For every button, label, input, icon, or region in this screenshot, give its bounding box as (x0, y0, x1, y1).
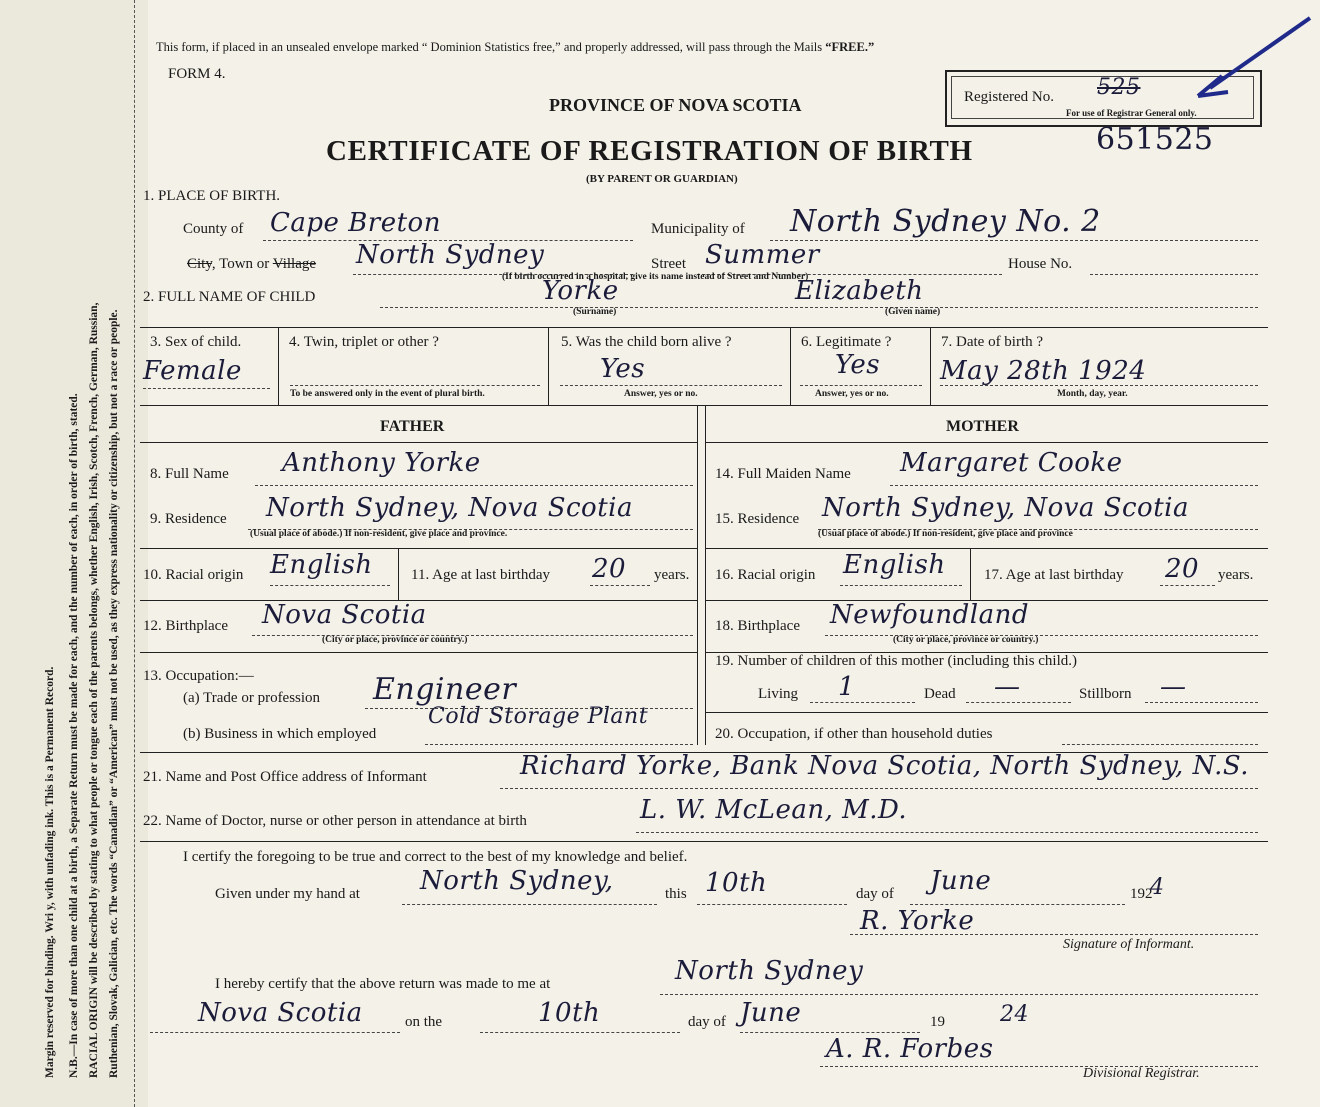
dead-value: — (994, 672, 1021, 702)
mother-residence-value: North Sydney, Nova Scotia (822, 493, 1189, 523)
day-of-label: day of (856, 886, 894, 902)
year-prefix: 192 (1130, 886, 1153, 902)
village-struck: Village (272, 256, 317, 272)
father-residence-note: (Usual place of abode.) If non-resident, give place and province. (250, 529, 508, 539)
mother-residence-label: 15. Residence (715, 511, 800, 527)
registrar-place-1: North Sydney (675, 956, 864, 986)
mail-notice (156, 40, 874, 55)
father-name-label: 8. Full Name (150, 466, 229, 482)
mail-notice-text: This form, if placed in an unsealed envelope marked “ Dominion Statistics free,” and properly addressed, will pass through the Mails (156, 40, 823, 54)
registrar-signature: A. R. Forbes (826, 1034, 994, 1064)
legitimate-note: Answer, yes or no. (815, 389, 889, 399)
living-value: 1 (838, 672, 856, 702)
dead-label: Dead (924, 686, 956, 702)
county-value: Cape Breton (270, 208, 441, 238)
twin-note: To be answered only in the event of plural birth. (290, 389, 485, 399)
margin-perforation (134, 0, 135, 1107)
father-birthplace-label: 12. Birthplace (143, 618, 228, 634)
legitimate-label: 6. Legitimate ? (801, 334, 892, 350)
given-place: North Sydney, (420, 866, 614, 896)
nb-note-line-2: RACIAL ORIGIN will be described by stating to what people or tongue each of the parents belongs, whether English, Irish, Scotch, French, German, Russian, (88, 302, 100, 1078)
mother-residence-note: (Usual place of abode.) If non-resident, give place and province (818, 529, 1073, 539)
informant-signature: R. Yorke (860, 906, 975, 936)
father-age-label: 11. Age at last birthday (411, 567, 550, 583)
house-label: House No. (1008, 256, 1073, 272)
nb-note-line-1: N.B.—In case of more than one child at a birth, a Separate Return must be made for each, and the number of each, in order of birth, stated. (68, 393, 80, 1078)
father-heading: FATHER (380, 418, 445, 435)
county-label: County of (183, 221, 244, 237)
mother-birthplace-value: Newfoundland (830, 600, 1030, 630)
alive-value: Yes (600, 354, 646, 384)
father-occupation-label: 13. Occupation:— (143, 668, 254, 684)
father-name-value: Anthony Yorke (282, 448, 481, 478)
given-label: Given under my hand at (215, 886, 360, 902)
child-given-name: Elizabeth (795, 276, 924, 306)
father-years-label: years. (654, 567, 690, 583)
father-racial-label: 10. Racial origin (143, 567, 244, 583)
reg-year-prefix: 19 (930, 1014, 945, 1030)
father-trade-label: (a) Trade or profession (183, 690, 321, 706)
mother-children-label: 19. Number of children of this mother (including this child.) (715, 653, 1078, 669)
mother-heading: MOTHER (946, 418, 1019, 435)
mother-name-label: 14. Full Maiden Name (715, 466, 851, 482)
mother-name-value: Margaret Cooke (900, 448, 1123, 478)
father-business-label: (b) Business in which employed (183, 726, 377, 742)
street-value: Summer (705, 240, 820, 270)
mail-notice-free: “FREE.” (825, 40, 875, 54)
registrar-statement: I hereby certify that the above return was made to me at (215, 976, 551, 992)
mother-years-label: years. (1218, 567, 1254, 583)
father-age-value: 20 (592, 554, 627, 584)
on-the-label: on the (405, 1014, 443, 1030)
city-struck: City (187, 256, 212, 272)
registrar-month: June (740, 998, 802, 1028)
page-title: CERTIFICATE OF REGISTRATION OF BIRTH (326, 135, 973, 167)
father-birthplace-value: Nova Scotia (262, 600, 427, 630)
registrar-signature-label: Divisional Registrar. (1083, 1066, 1200, 1081)
page-subtitle: (BY PARENT OR GUARDIAN) (586, 173, 738, 185)
arrow-icon (1140, 10, 1320, 100)
mother-racial-value: English (843, 550, 946, 580)
doctor-value: L. W. McLean, M.D. (640, 795, 908, 825)
registration-number-handwritten: 651525 (1096, 122, 1214, 157)
registered-label: Registered No. (964, 89, 1054, 105)
father-trade-value: Engineer (373, 672, 517, 707)
street-label: Street (651, 256, 686, 272)
this-label: this (665, 886, 687, 902)
sex-label: 3. Sex of child. (150, 334, 242, 350)
child-surname: Yorke (542, 276, 619, 306)
mother-birthplace-label: 18. Birthplace (715, 618, 800, 634)
registrar-place-2: Nova Scotia (198, 998, 363, 1028)
father-residence-label: 9. Residence (150, 511, 227, 527)
alive-note: Answer, yes or no. (624, 389, 698, 399)
legitimate-value: Yes (835, 350, 881, 380)
hospital-note: (If birth occurred in a hospital, give its name instead of Street and Number) (502, 272, 809, 282)
father-birthplace-note: (City or place, province or country.) (322, 635, 468, 645)
stillborn-value: — (1160, 672, 1187, 702)
dob-value: May 28th 1924 (940, 356, 1147, 386)
dob-label: 7. Date of birth ? (941, 334, 1044, 350)
mother-age-label: 17. Age at last birthday (984, 567, 1124, 583)
place-of-birth-heading: 1. PLACE OF BIRTH. (143, 188, 281, 204)
sex-value: Female (143, 356, 242, 386)
mother-racial-label: 16. Racial origin (715, 567, 816, 583)
reg-day-of-label: day of (688, 1014, 726, 1030)
town-label: , Town or (211, 256, 270, 272)
given-name-label: (Given name) (885, 307, 941, 317)
twin-label: 4. Twin, triplet or other ? (289, 334, 439, 350)
form-number: FORM 4. (168, 66, 226, 82)
certify-statement: I certify the foregoing to be true and correct to the best of my knowledge and belief. (183, 849, 688, 865)
father-business-value: Cold Storage Plant (428, 704, 649, 729)
surname-label: (Surname) (573, 307, 617, 317)
year-suffix: 4 (1150, 875, 1165, 900)
mother-age-value: 20 (1165, 554, 1200, 584)
given-day: 10th (705, 868, 768, 898)
row-top-border (140, 327, 1268, 328)
registered-number: 525 (1097, 75, 1141, 100)
given-month: June (930, 866, 992, 896)
stillborn-label: Stillborn (1079, 686, 1132, 702)
father-racial-value: English (270, 550, 373, 580)
father-residence-value: North Sydney, Nova Scotia (266, 493, 633, 523)
informant-value: Richard Yorke, Bank Nova Scotia, North Sydney, N.S. (520, 751, 1250, 781)
municipality-label: Municipality of (651, 221, 745, 237)
registrar-note: For use of Registrar General only. (1066, 108, 1197, 118)
living-label: Living (758, 686, 798, 702)
dob-note: Month, day, year. (1057, 389, 1128, 399)
town-value: North Sydney (356, 240, 545, 270)
informant-signature-label: Signature of Informant. (1063, 937, 1195, 952)
nb-note-line-3: Ruthenian, Slovak, Galician, etc. The words “Canadian” or “American” must not be used, as they express nationality or citizenship, but not a race or people. (108, 309, 120, 1078)
registrar-day: 10th (538, 998, 601, 1028)
child-name-label: 2. FULL NAME OF CHILD (143, 289, 316, 305)
province-heading: PROVINCE OF NOVA SCOTIA (549, 95, 802, 115)
binding-note: Margin reserved for binding. Wri y, with unfading ink. This is a Permanent Record. (44, 666, 56, 1078)
municipality-value: North Sydney No. 2 (790, 204, 1101, 239)
town-label-group (187, 256, 316, 273)
alive-label: 5. Was the child born alive ? (561, 334, 732, 350)
parents-divider (697, 405, 698, 745)
informant-label: 21. Name and Post Office address of Informant (143, 769, 427, 785)
mother-occupation-label: 20. Occupation, if other than household duties (715, 726, 993, 742)
doctor-label: 22. Name of Doctor, nurse or other person in attendance at birth (143, 813, 527, 829)
reg-year-suffix: 24 (1000, 1002, 1029, 1027)
mother-birthplace-note: (City or place, province or country.) (893, 635, 1039, 645)
